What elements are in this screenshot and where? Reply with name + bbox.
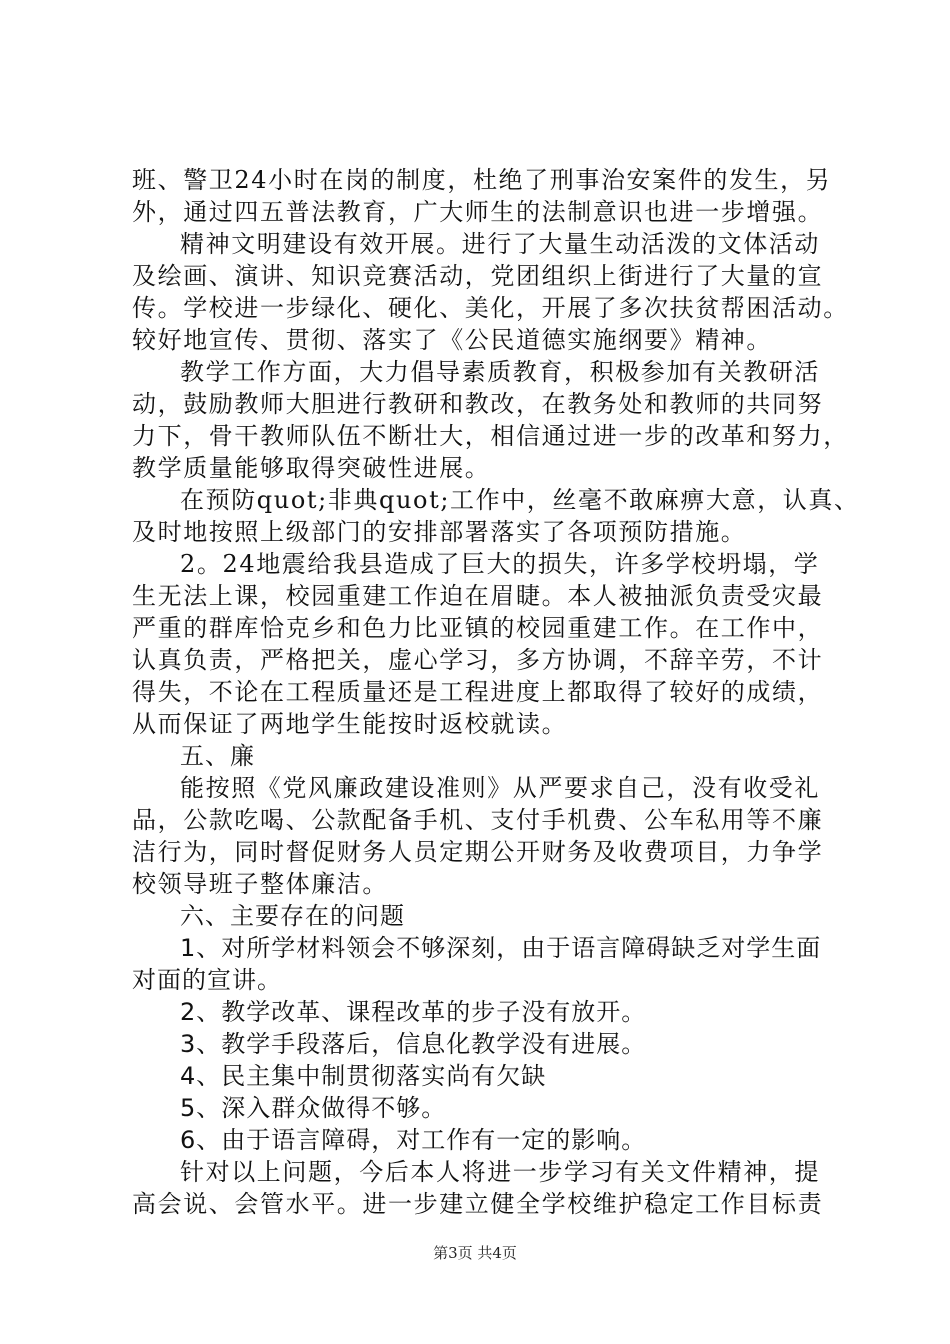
text-line: 品，公款吃喝、公款配备手机、支付手机费、公车私用等不廉: [132, 806, 824, 834]
text-line: 校领导班子整体廉洁。: [132, 870, 388, 898]
text-line: 班、警卫24小时在岗的制度，杜绝了刑事治安案件的发生，另: [132, 166, 832, 194]
text-line: 外，通过四五普法教育，广大师生的法制意识也进一步增强。: [132, 198, 824, 226]
problem-item: 2、教学改革、课程改革的步子没有放开。: [180, 998, 647, 1026]
problem-item: 1、对所学材料领会不够深刻，由于语言障碍缺乏对学生面: [180, 934, 822, 962]
text-line: 严重的群库恰克乡和色力比亚镇的校园重建工作。在工作中，: [132, 614, 824, 642]
text-line: 力下，骨干教师队伍不断壮大，相信通过进一步的改革和努力，: [132, 422, 849, 450]
paragraph-start: 能按照《党风廉政建设准则》从严要求自己，没有收受礼: [180, 774, 820, 802]
paragraph-start: 教学工作方面，大力倡导素质教育，积极参加有关教研活: [180, 358, 820, 386]
section-heading-problems: 六、主要存在的问题: [180, 902, 405, 930]
paragraph-start: 2。24地震给我县造成了巨大的损失，许多学校坍塌，学: [180, 550, 820, 578]
text-line: 传。学校进一步绿化、硬化、美化，开展了多次扶贫帮困活动。: [132, 294, 849, 322]
problem-item: 4、民主集中制贯彻落实尚有欠缺: [180, 1062, 547, 1090]
text-line: 得失，不论在工程质量还是工程进度上都取得了较好的成绩，: [132, 678, 824, 706]
section-heading-lian: 五、廉: [180, 742, 255, 770]
text-line: 较好地宣传、贯彻、落实了《公民道德实施纲要》精神。: [132, 326, 772, 354]
problem-item: 6、由于语言障碍，对工作有一定的影响。: [180, 1126, 647, 1154]
paragraph-start: 针对以上问题，今后本人将进一步学习有关文件精神，提: [180, 1158, 820, 1186]
text-line: 教学质量能够取得突破性进展。: [132, 454, 491, 482]
text-line: 从而保证了两地学生能按时返校就读。: [132, 710, 568, 738]
text-line: 对面的宣讲。: [132, 966, 282, 994]
text-line: 认真负责，严格把关，虚心学习，多方协调，不辞辛劳，不计: [132, 646, 824, 674]
problem-item: 5、深入群众做得不够。: [180, 1094, 447, 1122]
text-line: 及绘画、演讲、知识竞赛活动，党团组织上街进行了大量的宣: [132, 262, 824, 290]
text-line: 高会说、会管水平。进一步建立健全学校维护稳定工作目标责: [132, 1190, 824, 1218]
paragraph-start: 精神文明建设有效开展。进行了大量生动活泼的文体活动: [180, 230, 820, 258]
page-footer: 第3页 共4页: [433, 1244, 517, 1262]
document-body: [132, 164, 860, 1220]
text-line: 动，鼓励教师大胆进行教研和教改，在教务处和教师的共同努: [132, 390, 824, 418]
paragraph-start: 在预防quot;非典quot;工作中，丝毫不敢麻痹大意，认真、: [180, 486, 860, 514]
problem-item: 3、教学手段落后，信息化教学没有进展。: [180, 1030, 647, 1058]
text-line: 生无法上课，校园重建工作迫在眉睫。本人被抽派负责受灾最: [132, 582, 824, 610]
text-line: 洁行为，同时督促财务人员定期公开财务及收费项目，力争学: [132, 838, 824, 866]
text-line: 及时地按照上级部门的安排部署落实了各项预防措施。: [132, 518, 747, 546]
